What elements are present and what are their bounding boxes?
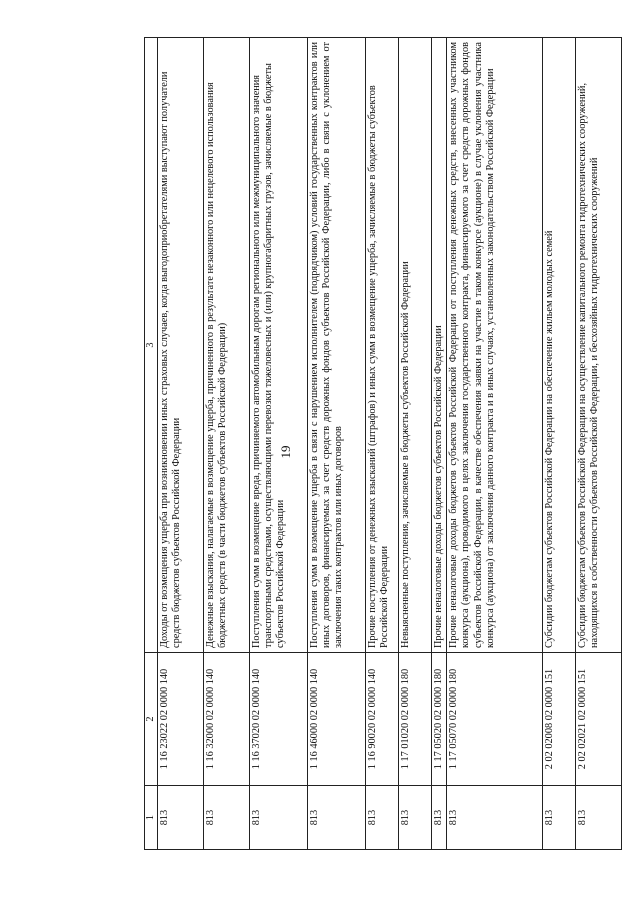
admin-code-cell: 813 bbox=[432, 786, 447, 850]
description-cell: Прочие неналоговые доходы бюджетов субъектов Российской Федерации от поступления денежных средств, внесенных участником конкурса (аукциона), проводимого в целях заключения государственного контракта, финансируемого за счет средств дорожных фондов субъектов Российской Федерации, в качестве обеспечения заявки на участие в таком конкурсе (аукционе) в случае уклонения участника конкурса (аукциона) от заключения данного контракта и в иных случаях, установленных законодательством Российской Федерации bbox=[447, 38, 543, 653]
table-header-row bbox=[145, 38, 158, 850]
page-number: 19 bbox=[278, 445, 293, 459]
admin-code-cell: 813 bbox=[204, 786, 250, 850]
admin-code-cell: 813 bbox=[543, 786, 576, 850]
budget-code-cell: 2 02 02021 02 0000 151 bbox=[576, 653, 622, 786]
admin-code-cell: 813 bbox=[366, 786, 399, 850]
header-col-2: 2 bbox=[145, 653, 158, 786]
description-cell: Поступления сумм в возмещение вреда, причиняемого автомобильным дорогам регионального или межмуниципального значения транспортными средствами, осуществляющими перевозки тяжеловесных и (или) крупногабаритных грузов, зачисляемые в бюджеты субъектов Российской Федерации bbox=[250, 38, 308, 653]
description-cell: Денежные взыскания, налагаемые в возмещение ущерба, причиненного в результате незаконного или нецелевого использования бюджетных средств (в части бюджетов субъектов Российской Федерации) bbox=[204, 38, 250, 653]
admin-code-cell: 813 bbox=[576, 786, 622, 850]
admin-code-cell: 813 bbox=[250, 786, 308, 850]
description-cell: Субсидии бюджетам субъектов Российской Федерации на осуществление капитального ремонта гидротехнических сооружений, находящихся в собственности субъектов Российской Федерации, и бесхозяйных гидротехнических сооружений bbox=[576, 38, 622, 653]
admin-code-cell: 813 bbox=[158, 786, 204, 850]
budget-code-cell: 2 02 02008 02 0000 151 bbox=[543, 653, 576, 786]
budget-code-cell: 1 16 37020 02 0000 140 bbox=[250, 653, 308, 786]
table-row bbox=[399, 38, 432, 850]
budget-code-cell: 1 17 01020 02 0000 180 bbox=[399, 653, 432, 786]
description-cell: Прочие неналоговые доходы бюджетов субъектов Российской Федерации bbox=[432, 38, 447, 653]
budget-code-cell: 1 17 05070 02 0000 180 bbox=[447, 653, 543, 786]
header-col-3: 3 bbox=[145, 38, 158, 653]
description-cell: Доходы от возмещения ущерба при возникновении иных страховых случаев, когда выгодоприобретателями выступают получатели средств бюджетов субъектов Российской Федерации bbox=[158, 38, 204, 653]
table-row bbox=[158, 38, 204, 850]
budget-code-cell: 1 17 05020 02 0000 180 bbox=[432, 653, 447, 786]
table-row bbox=[447, 38, 543, 850]
table-row bbox=[250, 38, 308, 850]
description-cell: Субсидии бюджетам субъектов Российской Федерации на обеспечение жильем молодых семей bbox=[543, 38, 576, 653]
rotated-table-container bbox=[144, 38, 601, 850]
description-cell: Поступления сумм в возмещение ущерба в связи с нарушением исполнителем (подрядчиком) условий государственных контрактов или иных договоров, финансируемых за счет средств дорожных фондов субъектов Российской Федерации, либо в связи с уклонением от заключения таких контрактов или иных договоров bbox=[308, 38, 366, 653]
admin-code-cell: 813 bbox=[308, 786, 366, 850]
table-row bbox=[204, 38, 250, 850]
admin-code-cell: 813 bbox=[447, 786, 543, 850]
description-cell: Невыясненные поступления, зачисляемые в бюджеты субъектов Российской Федерации bbox=[399, 38, 432, 653]
table-row bbox=[543, 38, 576, 850]
admin-code-cell: 813 bbox=[399, 786, 432, 850]
header-col-1: 1 bbox=[145, 786, 158, 850]
table-row bbox=[366, 38, 399, 850]
description-cell: Прочие поступления от денежных взысканий (штрафов) и иных сумм в возмещение ущерба, зачисляемые в бюджеты субъектов Российской Федерации bbox=[366, 38, 399, 653]
budget-code-cell: 1 16 46000 02 0000 140 bbox=[308, 653, 366, 786]
budget-code-cell: 1 16 90020 02 0000 140 bbox=[366, 653, 399, 786]
table-row bbox=[576, 38, 622, 850]
budget-code-cell: 1 16 23022 02 0000 140 bbox=[158, 653, 204, 786]
revenue-codes-table bbox=[144, 37, 622, 850]
budget-code-cell: 1 16 32000 02 0000 140 bbox=[204, 653, 250, 786]
table-row bbox=[308, 38, 366, 850]
table-row bbox=[432, 38, 447, 850]
